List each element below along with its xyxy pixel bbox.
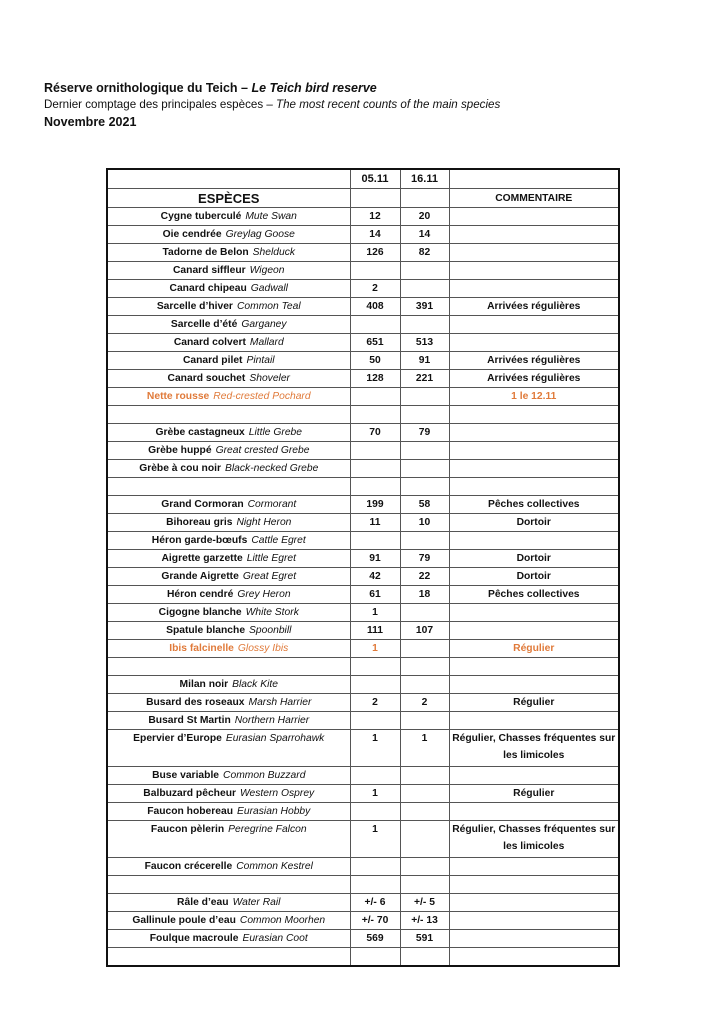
species-name-fr: Grande Aigrette [161,571,239,582]
comment-cell [449,478,619,496]
species-name-fr: Bihoreau gris [166,517,233,528]
subtitle-fr: Dernier comptage des principales espèces [44,98,264,111]
species-cell [107,334,350,352]
count-16-11: 591 [400,930,449,948]
species-name-fr: Faucon crécerelle [144,861,233,872]
species-count-table [106,168,620,967]
species-cell [107,694,350,712]
count-16-11 [400,280,449,298]
count-16-11 [400,785,449,803]
table-row [107,262,619,280]
species-name-en: Red-crested Pochard [213,391,311,402]
species-name-fr: Héron cendré [166,589,234,600]
species-cell [107,514,350,532]
count-05-11 [350,803,400,821]
comment-cell: Pêches collectives [449,496,619,514]
count-16-11: 1 [400,730,449,767]
table-row [107,514,619,532]
table-row [107,912,619,930]
species-cell [107,442,350,460]
count-16-11 [400,676,449,694]
comment-cell [449,532,619,550]
species-cell [107,912,350,930]
count-16-11 [400,406,449,424]
header-comment: COMMENTAIRE [449,189,619,208]
species-name-en: Shoveler [249,373,290,384]
header-species: ESPÈCES [107,189,350,208]
count-05-11 [350,676,400,694]
comment-cell [449,460,619,478]
count-05-11 [350,712,400,730]
species-name-en: Mallard [249,337,284,348]
species-name-en: Great crested Grebe [215,445,310,456]
subtitle-separator: – [263,98,277,111]
table-row [107,586,619,604]
species-name-en: Garganey [241,319,287,330]
document-period: Novembre 2021 [44,115,137,129]
count-16-11: 82 [400,244,449,262]
table-row [107,208,619,226]
count-05-11: 14 [350,226,400,244]
species-name-fr: Canard chipeau [169,283,247,294]
header-cell-empty [350,189,400,208]
table-row [107,894,619,912]
count-16-11 [400,803,449,821]
species-cell [107,550,350,568]
count-05-11 [350,532,400,550]
count-05-11: 651 [350,334,400,352]
table-row [107,622,619,640]
species-name-fr: Oie cendrée [162,229,222,240]
comment-cell [449,262,619,280]
count-16-11 [400,316,449,334]
comment-cell [449,424,619,442]
count-16-11 [400,640,449,658]
species-name-en: Grey Heron [237,589,291,600]
species-cell [107,280,350,298]
species-cell [107,858,350,876]
species-name-en: Eurasian Coot [242,933,308,944]
comment-cell [449,876,619,894]
species-name-fr: Cigogne blanche [158,607,242,618]
species-cell [107,876,350,894]
table-row [107,730,619,767]
species-name-en: White Stork [245,607,299,618]
header-date-2: 16.11 [400,169,449,189]
species-name-en: Pintail [246,355,275,366]
count-05-11: 11 [350,514,400,532]
count-05-11 [350,442,400,460]
table-row [107,712,619,730]
comment-cell [449,912,619,930]
spacer-row [107,876,619,894]
species-name-fr: Epervier d’Europe [133,733,222,744]
species-cell [107,352,350,370]
comment-cell: Dortoir [449,568,619,586]
table-row [107,640,619,658]
comment-cell: Régulier [449,694,619,712]
species-cell [107,478,350,496]
table-row [107,460,619,478]
table-row [107,858,619,876]
species-cell [107,406,350,424]
species-cell [107,298,350,316]
count-05-11: 1 [350,821,400,858]
comment-cell: 1 le 12.11 [449,388,619,406]
species-name-en: Common Kestrel [236,861,313,872]
count-05-11 [350,478,400,496]
species-name-fr: Foulque macroule [149,933,239,944]
count-05-11: +/- 70 [350,912,400,930]
species-name-en: Peregrine Falcon [228,824,307,835]
species-name-en: Black-necked Grebe [225,463,319,474]
count-05-11: 111 [350,622,400,640]
species-name-en: Night Heron [236,517,292,528]
species-cell [107,730,350,767]
document-subtitle [44,97,500,113]
count-05-11: 70 [350,424,400,442]
comment-cell: Pêches collectives [449,586,619,604]
comment-cell [449,767,619,785]
table-row [107,370,619,388]
comment-cell [449,280,619,298]
species-cell [107,244,350,262]
count-05-11: 408 [350,298,400,316]
species-cell [107,785,350,803]
header-cell-empty [449,169,619,189]
species-name-en: Black Kite [232,679,278,690]
species-cell [107,712,350,730]
species-name-en: Gadwall [250,283,288,294]
table-row [107,316,619,334]
count-05-11: 569 [350,930,400,948]
header-row-titles [107,189,619,208]
table-row [107,244,619,262]
comment-cell [449,858,619,876]
species-cell [107,930,350,948]
comment-cell: Arrivées régulières [449,370,619,388]
table-row [107,550,619,568]
comment-cell: Arrivées régulières [449,352,619,370]
species-name-fr: Grèbe huppé [148,445,212,456]
count-05-11 [350,406,400,424]
species-name-en: Water Rail [232,897,281,908]
count-16-11 [400,532,449,550]
count-16-11: 221 [400,370,449,388]
spacer-row [107,948,619,967]
species-name-fr: Sarcelle d’hiver [156,301,233,312]
species-cell [107,821,350,858]
species-cell [107,622,350,640]
comment-cell [449,406,619,424]
count-05-11: 199 [350,496,400,514]
species-cell [107,496,350,514]
table-row [107,930,619,948]
species-cell [107,316,350,334]
table-row [107,694,619,712]
count-16-11: 79 [400,550,449,568]
count-16-11: 10 [400,514,449,532]
title-en: Le Teich bird reserve [251,81,377,95]
table-row [107,298,619,316]
species-name-en: Glossy Ibis [237,643,289,654]
species-name-fr: Tadorne de Belon [162,247,249,258]
count-05-11: +/- 6 [350,894,400,912]
count-16-11: 391 [400,298,449,316]
species-name-en: Common Buzzard [223,770,306,781]
count-16-11: 107 [400,622,449,640]
count-05-11: 2 [350,280,400,298]
table-row [107,424,619,442]
count-16-11 [400,388,449,406]
species-name-fr: Héron garde-bœufs [151,535,248,546]
count-05-11 [350,858,400,876]
species-name-fr: Ibis falcinelle [169,643,234,654]
comment-cell [449,894,619,912]
document-title [44,80,377,96]
species-name-fr: Sarcelle d’été [170,319,238,330]
header-cell-empty [107,169,350,189]
species-name-fr: Balbuzard pêcheur [143,788,236,799]
species-name-en: Marsh Harrier [248,697,312,708]
count-05-11: 1 [350,730,400,767]
species-name-fr: Grand Cormoran [161,499,244,510]
species-name-en: Common Teal [236,301,301,312]
count-16-11: 79 [400,424,449,442]
species-cell [107,370,350,388]
species-name-fr: Busard des roseaux [146,697,245,708]
count-05-11 [350,948,400,967]
species-name-fr: Busard St Martin [148,715,231,726]
species-name-en: Greylag Goose [225,229,295,240]
species-cell [107,460,350,478]
species-name-en: Mute Swan [245,211,297,222]
comment-cell: Dortoir [449,514,619,532]
species-name-en: Shelduck [252,247,296,258]
comment-cell [449,930,619,948]
table-row [107,388,619,406]
count-16-11: 14 [400,226,449,244]
species-cell [107,604,350,622]
count-16-11 [400,478,449,496]
comment-cell [449,208,619,226]
species-name-en: Wigeon [249,265,285,276]
species-cell [107,532,350,550]
count-05-11: 126 [350,244,400,262]
count-16-11: 22 [400,568,449,586]
count-05-11 [350,658,400,676]
count-16-11 [400,712,449,730]
table-row [107,334,619,352]
table-row [107,280,619,298]
comment-cell: Régulier, Chasses fréquentes sur les limicoles [449,730,619,767]
species-cell [107,262,350,280]
species-name-en: Little Egret [246,553,296,564]
count-05-11: 1 [350,604,400,622]
header-cell-empty [400,189,449,208]
comment-cell: Régulier, Chasses fréquentes sur les limicoles [449,821,619,858]
species-name-fr: Spatule blanche [166,625,246,636]
species-cell [107,424,350,442]
count-16-11 [400,876,449,894]
table-row [107,676,619,694]
comment-cell [449,948,619,967]
species-name-fr: Faucon hobereau [147,806,234,817]
comment-cell [449,803,619,821]
table-row [107,442,619,460]
species-cell [107,676,350,694]
species-cell [107,658,350,676]
species-name-fr: Buse variable [152,770,220,781]
count-05-11 [350,767,400,785]
title-fr: Réserve ornithologique du Teich [44,81,238,95]
comment-cell [449,226,619,244]
table-row [107,532,619,550]
table-row [107,496,619,514]
count-05-11 [350,262,400,280]
count-05-11: 12 [350,208,400,226]
comment-cell [449,334,619,352]
species-name-en: Spoonbill [249,625,292,636]
count-05-11: 50 [350,352,400,370]
species-name-en: Great Egret [242,571,297,582]
spacer-row [107,658,619,676]
comment-cell [449,658,619,676]
table-row [107,821,619,858]
species-name-fr: Cygne tuberculé [160,211,242,222]
species-cell [107,640,350,658]
count-05-11 [350,460,400,478]
species-cell [107,568,350,586]
header-row-dates [107,169,619,189]
species-name-fr: Canard pilet [182,355,243,366]
table-row [107,604,619,622]
count-05-11: 61 [350,586,400,604]
species-cell [107,894,350,912]
count-05-11: 128 [350,370,400,388]
species-name-en: Cattle Egret [251,535,306,546]
species-name-fr: Canard siffleur [173,265,246,276]
comment-cell [449,442,619,460]
spacer-row [107,478,619,496]
comment-cell: Arrivées régulières [449,298,619,316]
count-16-11 [400,658,449,676]
species-cell [107,586,350,604]
spacer-row [107,406,619,424]
table-row [107,568,619,586]
count-16-11 [400,948,449,967]
species-name-fr: Grèbe à cou noir [139,463,222,474]
species-name-en: Eurasian Sparrohawk [225,733,325,744]
comment-cell [449,244,619,262]
count-05-11 [350,876,400,894]
count-16-11 [400,460,449,478]
count-16-11 [400,767,449,785]
count-16-11: 91 [400,352,449,370]
count-16-11 [400,604,449,622]
count-05-11: 1 [350,640,400,658]
count-05-11 [350,388,400,406]
count-16-11: 58 [400,496,449,514]
species-name-en: Cormorant [247,499,297,510]
count-16-11: 513 [400,334,449,352]
count-16-11: 2 [400,694,449,712]
species-name-fr: Aigrette garzette [161,553,243,564]
species-name-fr: Grèbe castagneux [155,427,245,438]
species-cell [107,226,350,244]
comment-cell: Régulier [449,640,619,658]
table-row [107,767,619,785]
count-05-11: 42 [350,568,400,586]
count-16-11: +/- 5 [400,894,449,912]
species-name-en: Eurasian Hobby [237,806,311,817]
count-05-11: 2 [350,694,400,712]
count-16-11 [400,821,449,858]
subtitle-en: The most recent counts of the main species [276,98,501,111]
count-16-11: 20 [400,208,449,226]
species-name-fr: Gallinule poule d’eau [132,915,236,926]
comment-cell [449,604,619,622]
table-row [107,785,619,803]
species-cell [107,767,350,785]
comment-cell [449,316,619,334]
title-separator: – [237,81,252,95]
species-name-fr: Canard souchet [167,373,246,384]
species-name-fr: Râle d’eau [177,897,229,908]
count-05-11: 1 [350,785,400,803]
comment-cell [449,712,619,730]
species-name-en: Western Osprey [240,788,315,799]
table-row [107,352,619,370]
species-name-fr: Canard colvert [173,337,246,348]
count-16-11 [400,858,449,876]
species-cell [107,208,350,226]
header-date-1: 05.11 [350,169,400,189]
table-row [107,226,619,244]
table-row [107,803,619,821]
comment-cell [449,622,619,640]
species-cell [107,803,350,821]
count-05-11: 91 [350,550,400,568]
count-05-11 [350,316,400,334]
species-cell [107,388,350,406]
comment-cell [449,676,619,694]
count-16-11: 18 [400,586,449,604]
species-name-fr: Faucon pèlerin [150,824,225,835]
count-16-11 [400,262,449,280]
species-name-en: Common Moorhen [239,915,326,926]
comment-cell: Dortoir [449,550,619,568]
species-name-fr: Milan noir [179,679,229,690]
species-name-en: Little Grebe [248,427,302,438]
comment-cell: Régulier [449,785,619,803]
species-name-en: Northern Harrier [234,715,310,726]
count-16-11 [400,442,449,460]
species-name-fr: Nette rousse [146,391,210,402]
count-16-11: +/- 13 [400,912,449,930]
species-cell [107,948,350,967]
